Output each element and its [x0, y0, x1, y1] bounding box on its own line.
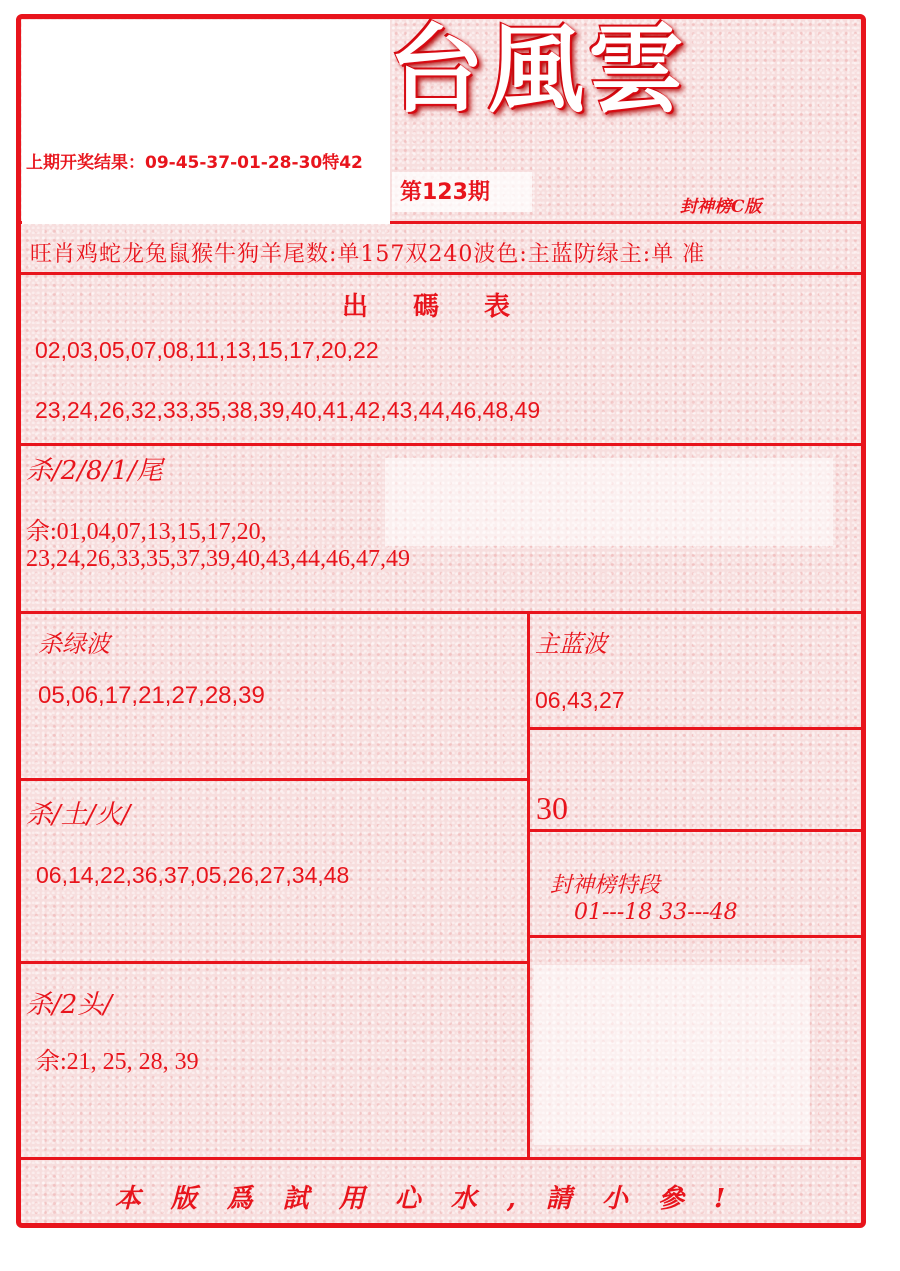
code-table-title: 出 碼 表 — [341, 292, 529, 322]
logo-title: 台風雲 — [388, 13, 688, 126]
kill-green-values: 05,06,17,21,27,28,39 — [38, 682, 265, 709]
divider-right-2 — [529, 829, 866, 832]
header-white-panel — [22, 20, 390, 224]
kill-elements-label: 杀/土/火/ — [26, 800, 131, 830]
special-segment-values: 01---18 33---48 — [574, 900, 738, 925]
code-table-line-1: 02,03,05,07,08,11,13,15,17,20,22 — [35, 337, 379, 363]
kill-tail-label: 杀/2/8/1/尾 — [26, 456, 163, 486]
kill-elements-values: 06,14,22,36,37,05,26,27,34,48 — [36, 862, 350, 888]
divider-right-3 — [529, 935, 866, 938]
kill-tail-line-2: 23,24,26,33,35,37,39,40,43,44,46,47,49 — [26, 546, 410, 572]
kill-tail-blank-panel — [385, 458, 833, 546]
last-result — [26, 148, 363, 173]
special-segment-label: 封神榜特段 — [550, 873, 661, 898]
kill-head-label: 杀/2头/ — [26, 990, 113, 1020]
divider-vertical — [527, 611, 530, 1160]
last-result-label: 上期开奖结果： — [26, 153, 145, 173]
kill-head-values: 余:21, 25, 28, 39 — [36, 1049, 199, 1075]
blank-panel-right — [534, 965, 810, 1145]
code-table-line-2: 23,24,26,32,33,35,38,39,40,41,42,43,44,46,48,49 — [35, 397, 541, 423]
divider-kill-tail — [21, 611, 866, 614]
divider-info — [21, 272, 866, 275]
kill-green-label: 杀绿波 — [38, 630, 110, 658]
last-result-value: 09-45-37-01-28-30特42 — [145, 153, 363, 173]
divider-left-1 — [21, 778, 529, 781]
info-row: 旺肖鸡蛇龙兔鼠猴牛狗羊尾数:单157双240波色:主蓝防绿主:单 准 — [30, 242, 706, 267]
kill-tail-line-1: 余:01,04,07,13,15,17,20, — [26, 519, 267, 545]
edition-label: 封神榜C版 — [680, 197, 762, 217]
footer-note: 本版爲試用心水,請小參! — [114, 1184, 756, 1214]
divider-footer — [21, 1157, 866, 1160]
main-blue-values: 06,43,27 — [535, 687, 625, 713]
divider-right-1 — [529, 727, 866, 730]
divider-left-2 — [21, 961, 529, 964]
single-number: 30 — [536, 790, 568, 826]
divider-code-table — [21, 443, 866, 446]
main-blue-label: 主蓝波 — [535, 630, 607, 658]
period-number: 第123期 — [400, 180, 490, 205]
